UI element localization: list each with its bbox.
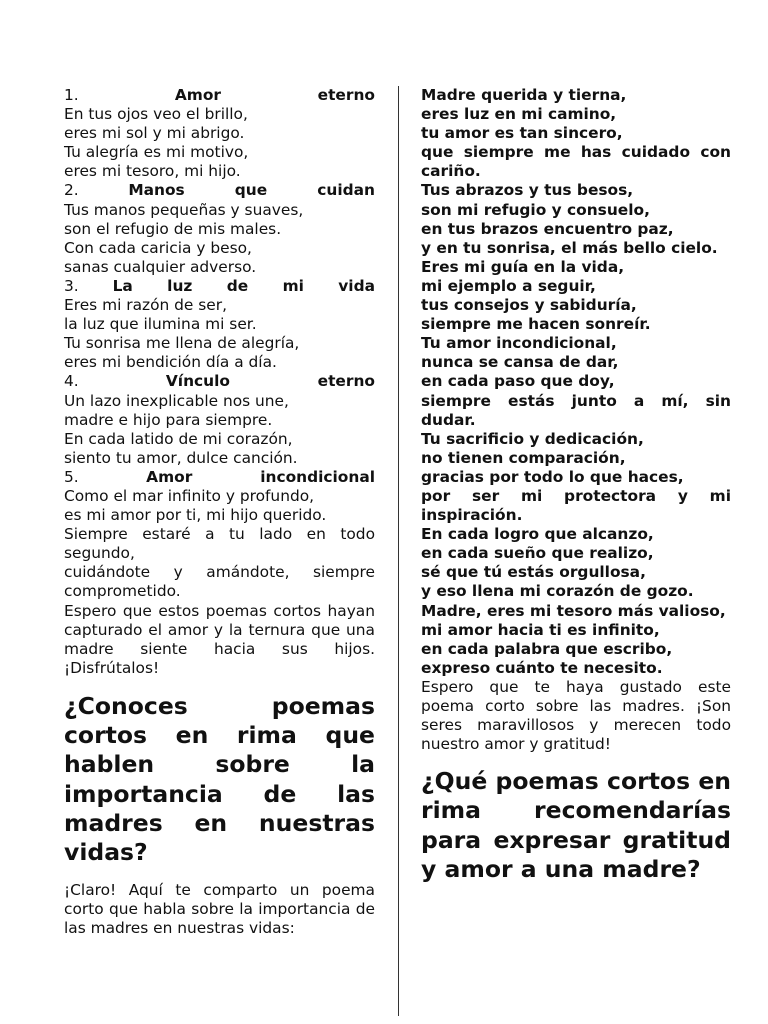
poem-title: La luz de mi vida	[112, 276, 375, 295]
section-heading: ¿Conoces poemas cortos en rima que hablen sobre la importancia de las madres en nuestras vidas?	[64, 691, 375, 866]
poem-line: en cada paso que doy,	[421, 372, 615, 391]
poem-line: Tus abrazos y tus besos,	[421, 181, 634, 200]
poem-title-line	[64, 372, 375, 391]
poem-line: Tu sacrificio y dedicación,	[421, 429, 644, 448]
poem-title: Manos que cuidan	[128, 181, 375, 200]
poem-1	[64, 86, 375, 181]
poem-line: es mi amor por ti, mi hijo querido.	[64, 506, 327, 525]
left-column	[64, 86, 375, 938]
poem-title: Vínculo eterno	[165, 372, 375, 391]
poem-line: cuidándote y amándote, siempre comprometido.	[64, 563, 375, 601]
poem-line: en tus brazos encuentro paz,	[421, 219, 674, 238]
poem-line: eres luz en mi camino,	[421, 105, 617, 124]
poem-number: 4.	[64, 372, 79, 391]
poem-line: tu amor es tan sincero,	[421, 124, 623, 143]
poem-line: Un lazo inexplicable nos une,	[64, 391, 289, 410]
stanza-3	[421, 258, 731, 334]
poem-line: mi ejemplo a seguir,	[421, 276, 596, 295]
column-divider	[398, 86, 399, 1016]
poem-line: siento tu amor, dulce canción.	[64, 448, 298, 467]
poem-line: por ser mi protectora y mi inspiración.	[421, 486, 731, 525]
stanza-2	[421, 181, 731, 257]
poem-3	[64, 277, 375, 372]
poem-5	[64, 468, 375, 602]
poem-line: Con cada caricia y beso,	[64, 238, 252, 257]
poem-line: mi amor hacia ti es infinito,	[421, 620, 660, 639]
poem-line: Tus manos pequeñas y suaves,	[64, 200, 304, 219]
poem-line: expreso cuánto te necesito.	[421, 658, 663, 677]
poem-line: Eres mi guía en la vida,	[421, 257, 625, 276]
poem-line: Tu amor incondicional,	[421, 334, 617, 353]
poem-line: en cada sueño que realizo,	[421, 544, 654, 563]
poem-line: y en tu sonrisa, el más bello cielo.	[421, 238, 718, 257]
stanza-7	[421, 602, 731, 678]
right-column	[421, 86, 731, 884]
stanza-5	[421, 430, 731, 525]
poem-line: sé que tú estás orgullosa,	[421, 563, 646, 582]
poem-2	[64, 181, 375, 276]
poem-title-line	[64, 181, 375, 200]
poem-line: Tu sonrisa me llena de alegría,	[64, 334, 300, 353]
poem-line: gracias por todo lo que haces,	[421, 467, 684, 486]
poem-line: siempre estás junto a mí, sin dudar.	[421, 391, 731, 429]
poem-line: En tus ojos veo el brillo,	[64, 105, 248, 124]
poem-line: siempre me hacen sonreír.	[421, 315, 651, 334]
stanza-4	[421, 334, 731, 429]
poem-line: en cada palabra que escribo,	[421, 639, 673, 658]
poem-line: y eso llena mi corazón de gozo.	[421, 582, 694, 601]
poem-line: son mi refugio y consuelo,	[421, 200, 650, 219]
poem-title-line	[64, 468, 375, 487]
poem-line: que siempre me has cuidado con cariño.	[421, 143, 731, 181]
poem-number: 1.	[64, 86, 79, 104]
poem-line: Madre querida y tierna,	[421, 86, 627, 104]
poem-title: Amor eterno	[174, 86, 375, 104]
poem-line: Siempre estaré a tu lado en todo segundo,	[64, 525, 375, 563]
poem-line: tus consejos y sabiduría,	[421, 296, 637, 315]
intro-paragraph: ¡Claro! Aquí te comparto un poema corto que habla sobre la importancia de las madres en nuestras vidas:	[64, 881, 375, 938]
poem-line: eres mi tesoro, mi hijo.	[64, 162, 241, 181]
poem-line: son el refugio de mis males.	[64, 219, 282, 238]
poem-line: madre e hijo para siempre.	[64, 410, 273, 429]
section-heading: ¿Qué poemas cortos en rima recomendarías para expresar gratitud y amor a una madre?	[421, 767, 731, 883]
poem-line: eres mi sol y mi abrigo.	[64, 124, 245, 143]
poem-line: Como el mar infinito y profundo,	[64, 486, 315, 505]
stanza-1	[421, 86, 731, 181]
poem-line: Tu alegría es mi motivo,	[64, 143, 249, 162]
poem-number: 5.	[64, 467, 79, 486]
poem-line: En cada logro que alcanzo,	[421, 525, 654, 544]
poem-line: Eres mi razón de ser,	[64, 296, 227, 315]
poem-title-line	[64, 86, 375, 105]
poem-line: Madre, eres mi tesoro más valioso,	[421, 601, 726, 620]
poem-title-line	[64, 277, 375, 296]
poem-line: sanas cualquier adverso.	[64, 257, 257, 276]
poem-number: 2.	[64, 181, 79, 200]
poem-title: Amor incondicional	[146, 467, 375, 486]
stanza-6	[421, 525, 731, 601]
poem-line: eres mi bendición día a día.	[64, 353, 277, 372]
closing-paragraph: Espero que te haya gustado este poema corto sobre las madres. ¡Son seres maravillosos y merecen todo nuestro amor y gratitud!	[421, 677, 731, 754]
poem-number: 3.	[64, 276, 79, 295]
poem-4	[64, 372, 375, 467]
poem-line: nunca se cansa de dar,	[421, 353, 619, 372]
poem-line: la luz que ilumina mi ser.	[64, 315, 257, 334]
poem-line: En cada latido de mi corazón,	[64, 429, 293, 448]
closing-paragraph: Espero que estos poemas cortos hayan capturado el amor y la ternura que una madre siente hacia sus hijos. ¡Disfrútalos!	[64, 601, 375, 677]
poem-line: no tienen comparación,	[421, 448, 626, 467]
